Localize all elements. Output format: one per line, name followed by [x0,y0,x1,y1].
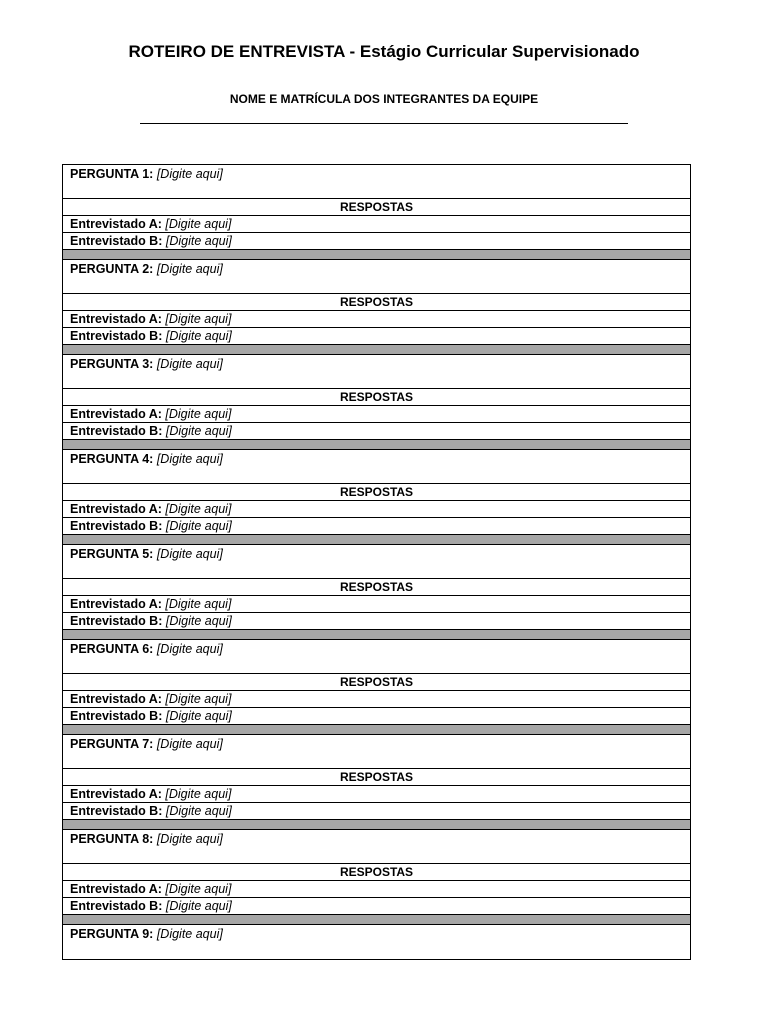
block-separator [63,915,690,925]
answer-b-placeholder[interactable]: [Digite aqui] [165,709,232,723]
question-placeholder[interactable]: [Digite aqui] [156,832,223,846]
block-separator [63,250,690,260]
question-label: PERGUNTA 9: [70,927,154,941]
answer-a-placeholder[interactable]: [Digite aqui] [165,787,232,801]
answer-b-placeholder[interactable]: [Digite aqui] [165,804,232,818]
answer-b-label: Entrevistado B: [70,519,163,533]
question-row[interactable] [63,165,690,199]
answer-b-label: Entrevistado B: [70,614,163,628]
answer-b-label: Entrevistado B: [70,709,163,723]
answer-b-label: Entrevistado B: [70,424,163,438]
question-placeholder[interactable]: [Digite aqui] [156,452,223,466]
answer-b-placeholder[interactable]: [Digite aqui] [165,614,232,628]
answer-b-label: Entrevistado B: [70,234,163,248]
answer-b-label: Entrevistado B: [70,899,163,913]
block-separator [63,440,690,450]
answer-b-label: Entrevistado B: [70,804,163,818]
answer-b-placeholder[interactable]: [Digite aqui] [165,424,232,438]
answer-b-label: Entrevistado B: [70,329,163,343]
question-placeholder[interactable]: [Digite aqui] [156,167,223,181]
answer-row-a[interactable] [63,596,690,613]
block-separator [63,630,690,640]
question-row[interactable] [63,355,690,389]
document-title: ROTEIRO DE ENTREVISTA - Estágio Curricular Supervisionado [128,42,640,61]
answer-a-label: Entrevistado A: [70,597,162,611]
question-row[interactable] [63,640,690,674]
interview-form [62,164,691,960]
answer-row-b[interactable] [63,708,690,725]
answer-a-placeholder[interactable]: [Digite aqui] [165,502,232,516]
answer-row-a[interactable] [63,311,690,328]
question-placeholder[interactable]: [Digite aqui] [156,737,223,751]
question-row[interactable] [63,735,690,769]
answer-a-label: Entrevistado A: [70,502,162,516]
question-placeholder[interactable]: [Digite aqui] [156,547,223,561]
answer-row-b[interactable] [63,233,690,250]
question-row[interactable] [63,545,690,579]
answer-a-placeholder[interactable]: [Digite aqui] [165,407,232,421]
responses-header: RESPOSTAS [63,484,690,501]
question-placeholder[interactable]: [Digite aqui] [156,927,223,941]
answer-row-a[interactable] [63,216,690,233]
responses-header: RESPOSTAS [63,389,690,406]
answer-row-b[interactable] [63,898,690,915]
question-label: PERGUNTA 4: [70,452,154,466]
answer-a-label: Entrevistado A: [70,312,162,326]
answer-a-label: Entrevistado A: [70,882,162,896]
answer-row-a[interactable] [63,786,690,803]
responses-header: RESPOSTAS [63,294,690,311]
question-row[interactable] [63,925,690,959]
answer-a-label: Entrevistado A: [70,692,162,706]
question-label: PERGUNTA 3: [70,357,154,371]
answer-a-label: Entrevistado A: [70,787,162,801]
answer-a-placeholder[interactable]: [Digite aqui] [165,597,232,611]
answer-b-placeholder[interactable]: [Digite aqui] [165,519,232,533]
question-label: PERGUNTA 1: [70,167,154,181]
block-separator [63,535,690,545]
block-separator [63,725,690,735]
answer-row-a[interactable] [63,691,690,708]
responses-header: RESPOSTAS [63,769,690,786]
responses-header: RESPOSTAS [63,579,690,596]
answer-a-placeholder[interactable]: [Digite aqui] [165,312,232,326]
question-label: PERGUNTA 8: [70,832,154,846]
responses-header: RESPOSTAS [63,864,690,881]
answer-row-b[interactable] [63,423,690,440]
answer-row-b[interactable] [63,803,690,820]
answer-row-a[interactable] [63,501,690,518]
answer-row-a[interactable] [63,881,690,898]
team-names-line[interactable] [140,123,628,124]
question-placeholder[interactable]: [Digite aqui] [156,262,223,276]
block-separator [63,820,690,830]
question-label: PERGUNTA 6: [70,642,154,656]
block-separator [63,345,690,355]
answer-b-placeholder[interactable]: [Digite aqui] [165,234,232,248]
question-placeholder[interactable]: [Digite aqui] [156,642,223,656]
answer-b-placeholder[interactable]: [Digite aqui] [165,899,232,913]
question-row[interactable] [63,830,690,864]
question-row[interactable] [63,450,690,484]
answer-b-placeholder[interactable]: [Digite aqui] [165,329,232,343]
answer-a-label: Entrevistado A: [70,407,162,421]
answer-a-placeholder[interactable]: [Digite aqui] [165,217,232,231]
answer-row-b[interactable] [63,328,690,345]
question-placeholder[interactable]: [Digite aqui] [156,357,223,371]
answer-a-label: Entrevistado A: [70,217,162,231]
answer-row-b[interactable] [63,613,690,630]
question-row[interactable] [63,260,690,294]
answer-row-b[interactable] [63,518,690,535]
question-label: PERGUNTA 2: [70,262,154,276]
team-names-heading: NOME E MATRÍCULA DOS INTEGRANTES DA EQUIPE [229,92,539,106]
responses-header: RESPOSTAS [63,674,690,691]
question-label: PERGUNTA 5: [70,547,154,561]
responses-header: RESPOSTAS [63,199,690,216]
answer-row-a[interactable] [63,406,690,423]
answer-a-placeholder[interactable]: [Digite aqui] [165,692,232,706]
answer-a-placeholder[interactable]: [Digite aqui] [165,882,232,896]
question-label: PERGUNTA 7: [70,737,154,751]
